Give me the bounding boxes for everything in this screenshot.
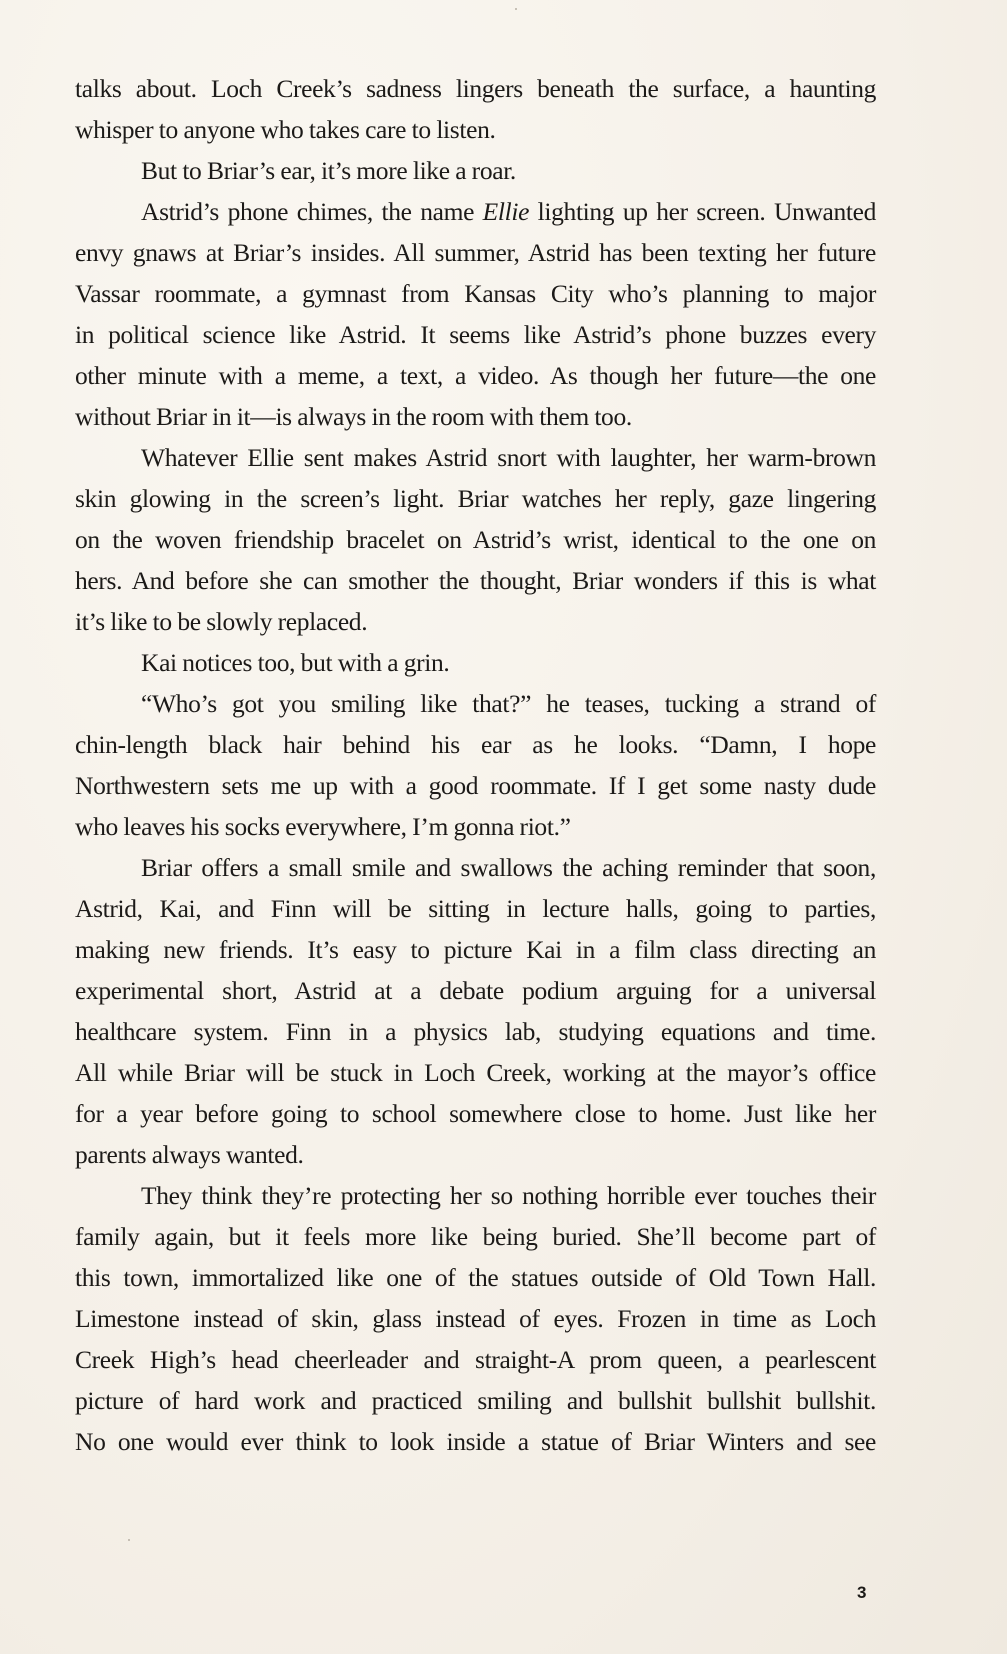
paragraph-6 bbox=[75, 683, 876, 847]
paragraph-5 bbox=[75, 642, 876, 683]
text-line: experimental short, Astrid at a debate podium arguing for a universal bbox=[75, 976, 876, 1005]
text-line: family again, but it feels more like being buried. She’ll become part of bbox=[75, 1222, 876, 1251]
text-line: this town, immortalized like one of the statues outside of Old Town Hall. bbox=[75, 1263, 876, 1292]
text-line: Astrid, Kai, and Finn will be sitting in lecture halls, going to parties, bbox=[75, 894, 876, 923]
text-line: making new friends. It’s easy to picture Kai in a film class directing an bbox=[75, 935, 876, 964]
paper-speck bbox=[515, 8, 517, 10]
text-line: envy gnaws at Briar’s insides. All summer, Astrid has been texting her future bbox=[75, 238, 876, 267]
text-line: on the woven friendship bracelet on Astrid’s wrist, identical to the one on bbox=[75, 525, 876, 554]
text-line: Creek High’s head cheerleader and straight-A prom queen, a pearlescent bbox=[75, 1345, 876, 1374]
text-line: They think they’re protecting her so nothing horrible ever touches their bbox=[141, 1181, 876, 1210]
text-line: parents always wanted. bbox=[75, 1140, 304, 1169]
text-line: whisper to anyone who takes care to listen. bbox=[75, 115, 496, 144]
text-line: healthcare system. Finn in a physics lab, studying equations and time. bbox=[75, 1017, 876, 1046]
text-line: without Briar in it—is always in the room with them too. bbox=[75, 402, 632, 431]
paragraph-2 bbox=[75, 150, 876, 191]
paragraph-7 bbox=[75, 847, 876, 1175]
text-line: in political science like Astrid. It seems like Astrid’s phone buzzes every bbox=[75, 320, 876, 349]
text-line: skin glowing in the screen’s light. Briar watches her reply, gaze lingering bbox=[75, 484, 876, 513]
text-run: Astrid’s phone chimes, the name bbox=[141, 197, 483, 226]
italic-name: Ellie bbox=[482, 197, 530, 226]
paragraph-3 bbox=[75, 191, 876, 437]
text-line: Vassar roommate, a gymnast from Kansas City who’s planning to major bbox=[75, 279, 876, 308]
text-line: talks about. Loch Creek’s sadness lingers beneath the surface, a haunting bbox=[75, 74, 876, 103]
text-line: Kai notices too, but with a grin. bbox=[141, 648, 450, 677]
paragraph-4 bbox=[75, 437, 876, 642]
paragraph-8 bbox=[75, 1175, 876, 1462]
paper-speck bbox=[128, 1539, 130, 1541]
text-line: But to Briar’s ear, it’s more like a roar. bbox=[141, 156, 516, 185]
text-line: hers. And before she can smother the thought, Briar wonders if this is what bbox=[75, 566, 876, 595]
text-line: picture of hard work and practiced smiling and bullshit bullshit bullshit. bbox=[75, 1386, 876, 1415]
text-line: chin-length black hair behind his ear as he looks. “Damn, I hope bbox=[75, 730, 876, 759]
text-line: “Who’s got you smiling like that?” he teases, tucking a strand of bbox=[141, 689, 876, 718]
text-line: other minute with a meme, a text, a video. As though her future—the one bbox=[75, 361, 876, 390]
text-line: who leaves his socks everywhere, I’m gonna riot.” bbox=[75, 812, 571, 841]
text-line bbox=[75, 191, 876, 232]
text-line: No one would ever think to look inside a statue of Briar Winters and see bbox=[75, 1427, 876, 1456]
text-line: Northwestern sets me up with a good roommate. If I get some nasty dude bbox=[75, 771, 876, 800]
text-line: Whatever Ellie sent makes Astrid snort with laughter, her warm-brown bbox=[141, 443, 876, 472]
text-line: for a year before going to school somewhere close to home. Just like her bbox=[75, 1099, 876, 1128]
text-line: it’s like to be slowly replaced. bbox=[75, 607, 368, 636]
text-line: Limestone instead of skin, glass instead of eyes. Frozen in time as Loch bbox=[75, 1304, 876, 1333]
page-number: 3 bbox=[857, 1583, 867, 1602]
text-line: All while Briar will be stuck in Loch Creek, working at the mayor’s office bbox=[75, 1058, 876, 1087]
text-run: lighting up her screen. Unwanted bbox=[529, 197, 876, 226]
paragraph-1 bbox=[75, 68, 876, 150]
body-text bbox=[75, 68, 876, 1462]
text-line: Briar offers a small smile and swallows the aching reminder that soon, bbox=[141, 853, 876, 882]
